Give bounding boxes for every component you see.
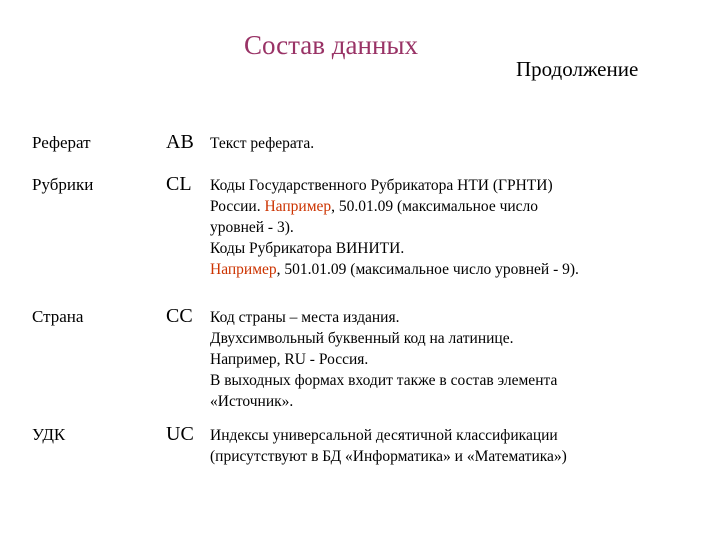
field-name: Страна [32,307,84,326]
field-description [210,307,710,412]
line-text: , 50.01.09 (максимальное число [331,198,539,215]
field-name: Реферат [32,133,91,152]
page-subtitle: Продолжение [516,57,639,81]
field-code: CC [166,305,193,327]
field-description [210,175,710,280]
description-line [210,259,710,280]
field-name: Рубрики [32,175,94,194]
description-line: Например, RU - Россия. [210,351,369,368]
field-name: УДК [32,425,66,444]
example-highlight: Например [264,198,332,215]
description-line: Индексы универсальной десятичной классификации [210,427,558,444]
description-line: Коды Государственного Рубрикатора НТИ (ГРНТИ) [210,177,553,194]
description-line: Текст реферата. [210,135,315,152]
example-highlight: Например [210,261,277,278]
description-line: уровней - 3). [210,219,294,236]
field-code: CL [166,173,192,195]
field-description [210,133,710,154]
description-line [210,196,710,217]
description-line: «Источник». [210,393,294,410]
field-code: UC [166,423,194,445]
description-line: Двухсимвольный буквенный код на латинице. [210,330,514,347]
page-title: Состав данных [244,30,419,60]
description-line: Код страны – места издания. [210,309,400,326]
field-code: AB [166,131,194,153]
line-text: , 501.01.09 (максимальное число уровней - 9). [276,261,579,278]
description-line: Коды Рубрикатора ВИНИТИ. [210,240,405,257]
description-line: В выходных формах входит также в состав элемента [210,372,558,389]
line-text: России. [210,198,265,215]
description-line: (присутствуют в БД «Информатика» и «Математика») [210,448,567,465]
field-description [210,425,710,467]
